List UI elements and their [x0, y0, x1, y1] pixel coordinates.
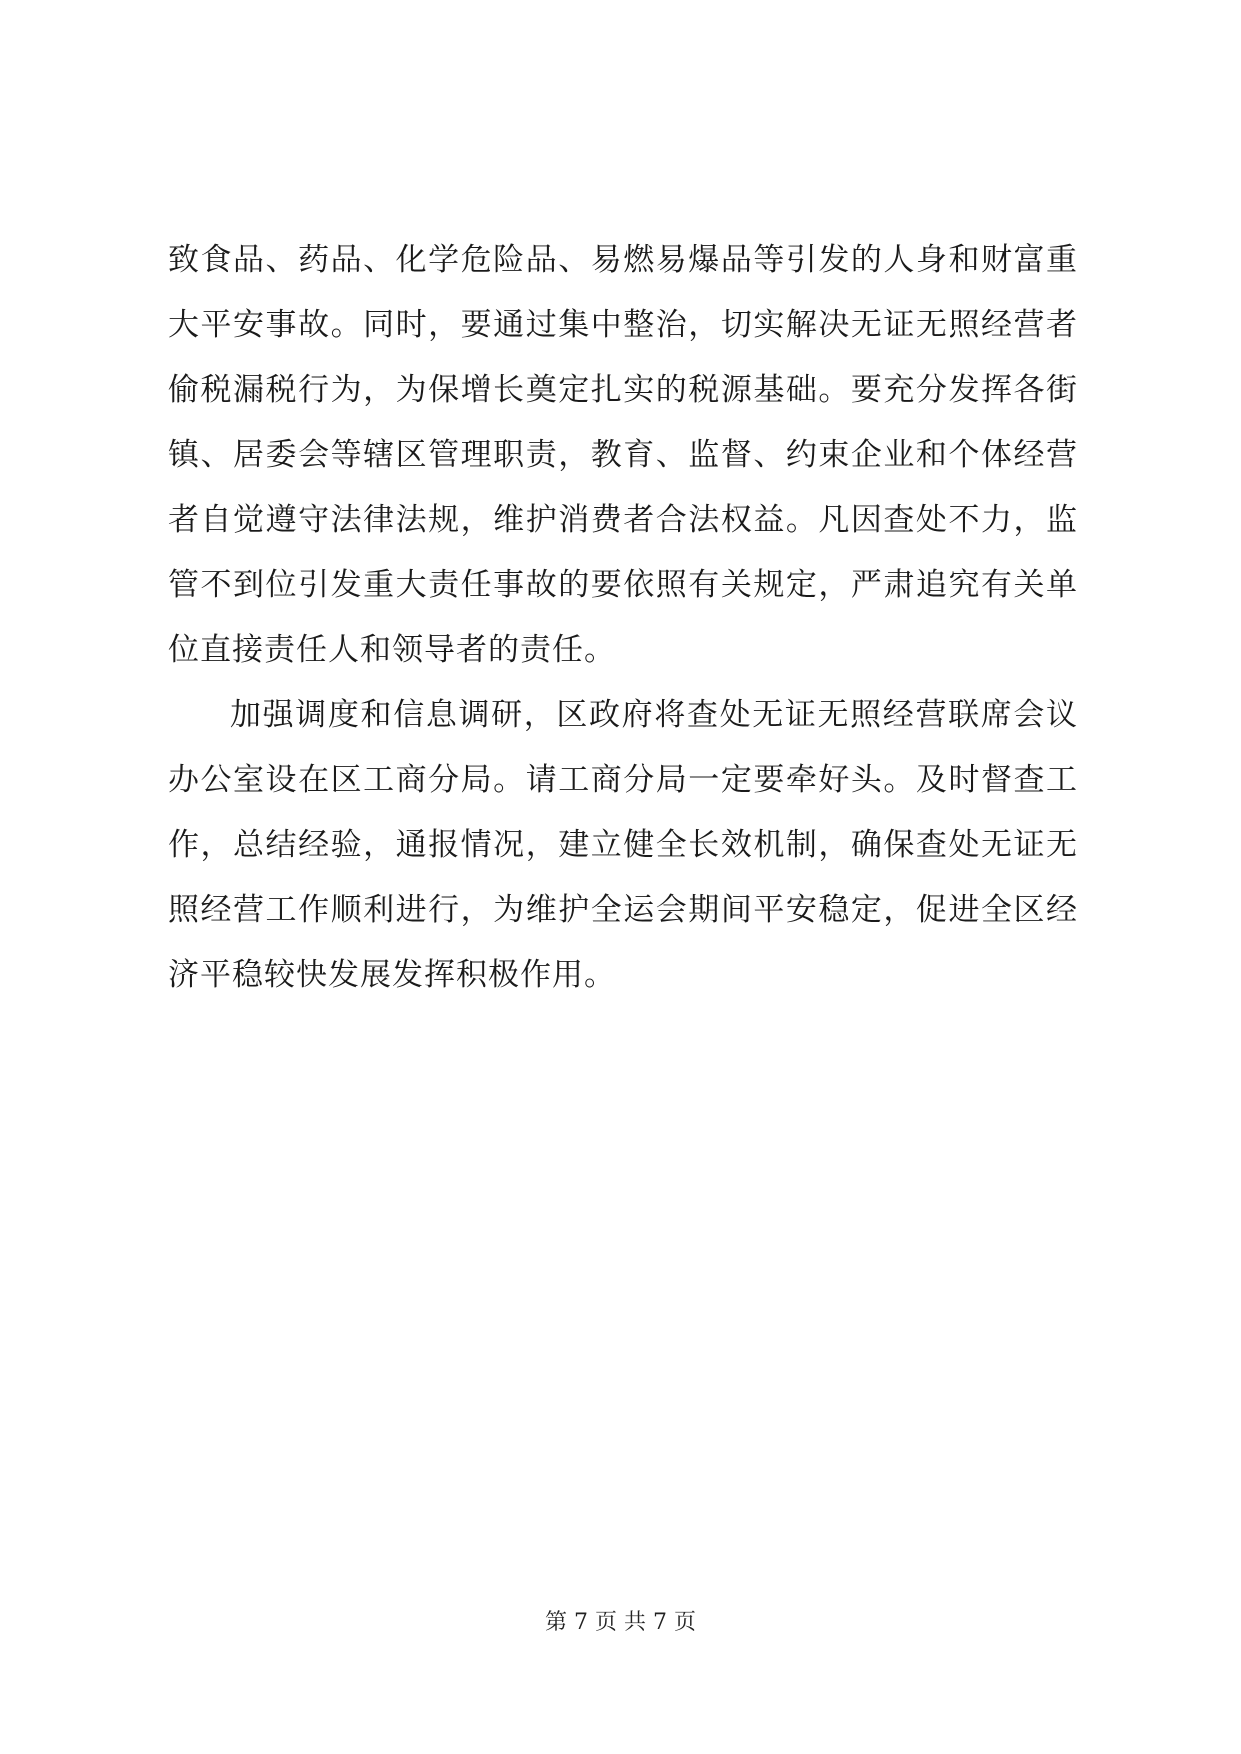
text-line: 致食品、药品、化学危险品、易燃易爆品等引发的人身和财富重	[168, 242, 1078, 278]
text-line: 加强调度和信息调研，区政府将查处无证无照经营联席会议	[230, 697, 1078, 733]
text-line: 者自觉遵守法律法规，维护消费者合法权益。凡因查处不力，监	[168, 502, 1078, 538]
text-line: 作，总结经验，通报情况，建立健全长效机制，确保查处无证无	[168, 827, 1078, 863]
text-line: 大平安事故。同时，要通过集中整治，切实解决无证无照经营者	[168, 307, 1078, 343]
text-line: 济平稳较快发展发挥积极作用。	[168, 957, 616, 993]
text-line: 办公室设在区工商分局。请工商分局一定要牵好头。及时督查工	[168, 762, 1078, 798]
text-line: 位直接责任人和领导者的责任。	[168, 632, 616, 668]
page-number-footer: 第 7 页 共 7 页	[545, 1610, 696, 1635]
paragraph	[168, 683, 1078, 1008]
document-body	[168, 228, 1078, 1008]
text-line: 管不到位引发重大责任事故的要依照有关规定，严肃追究有关单	[168, 567, 1078, 603]
text-line: 照经营工作顺利进行，为维护全运会期间平安稳定，促进全区经	[168, 892, 1078, 928]
text-line: 镇、居委会等辖区管理职责，教育、监督、约束企业和个体经营	[168, 437, 1078, 473]
paragraph	[168, 228, 1078, 683]
text-line: 偷税漏税行为，为保增长奠定扎实的税源基础。要充分发挥各街	[168, 372, 1078, 408]
